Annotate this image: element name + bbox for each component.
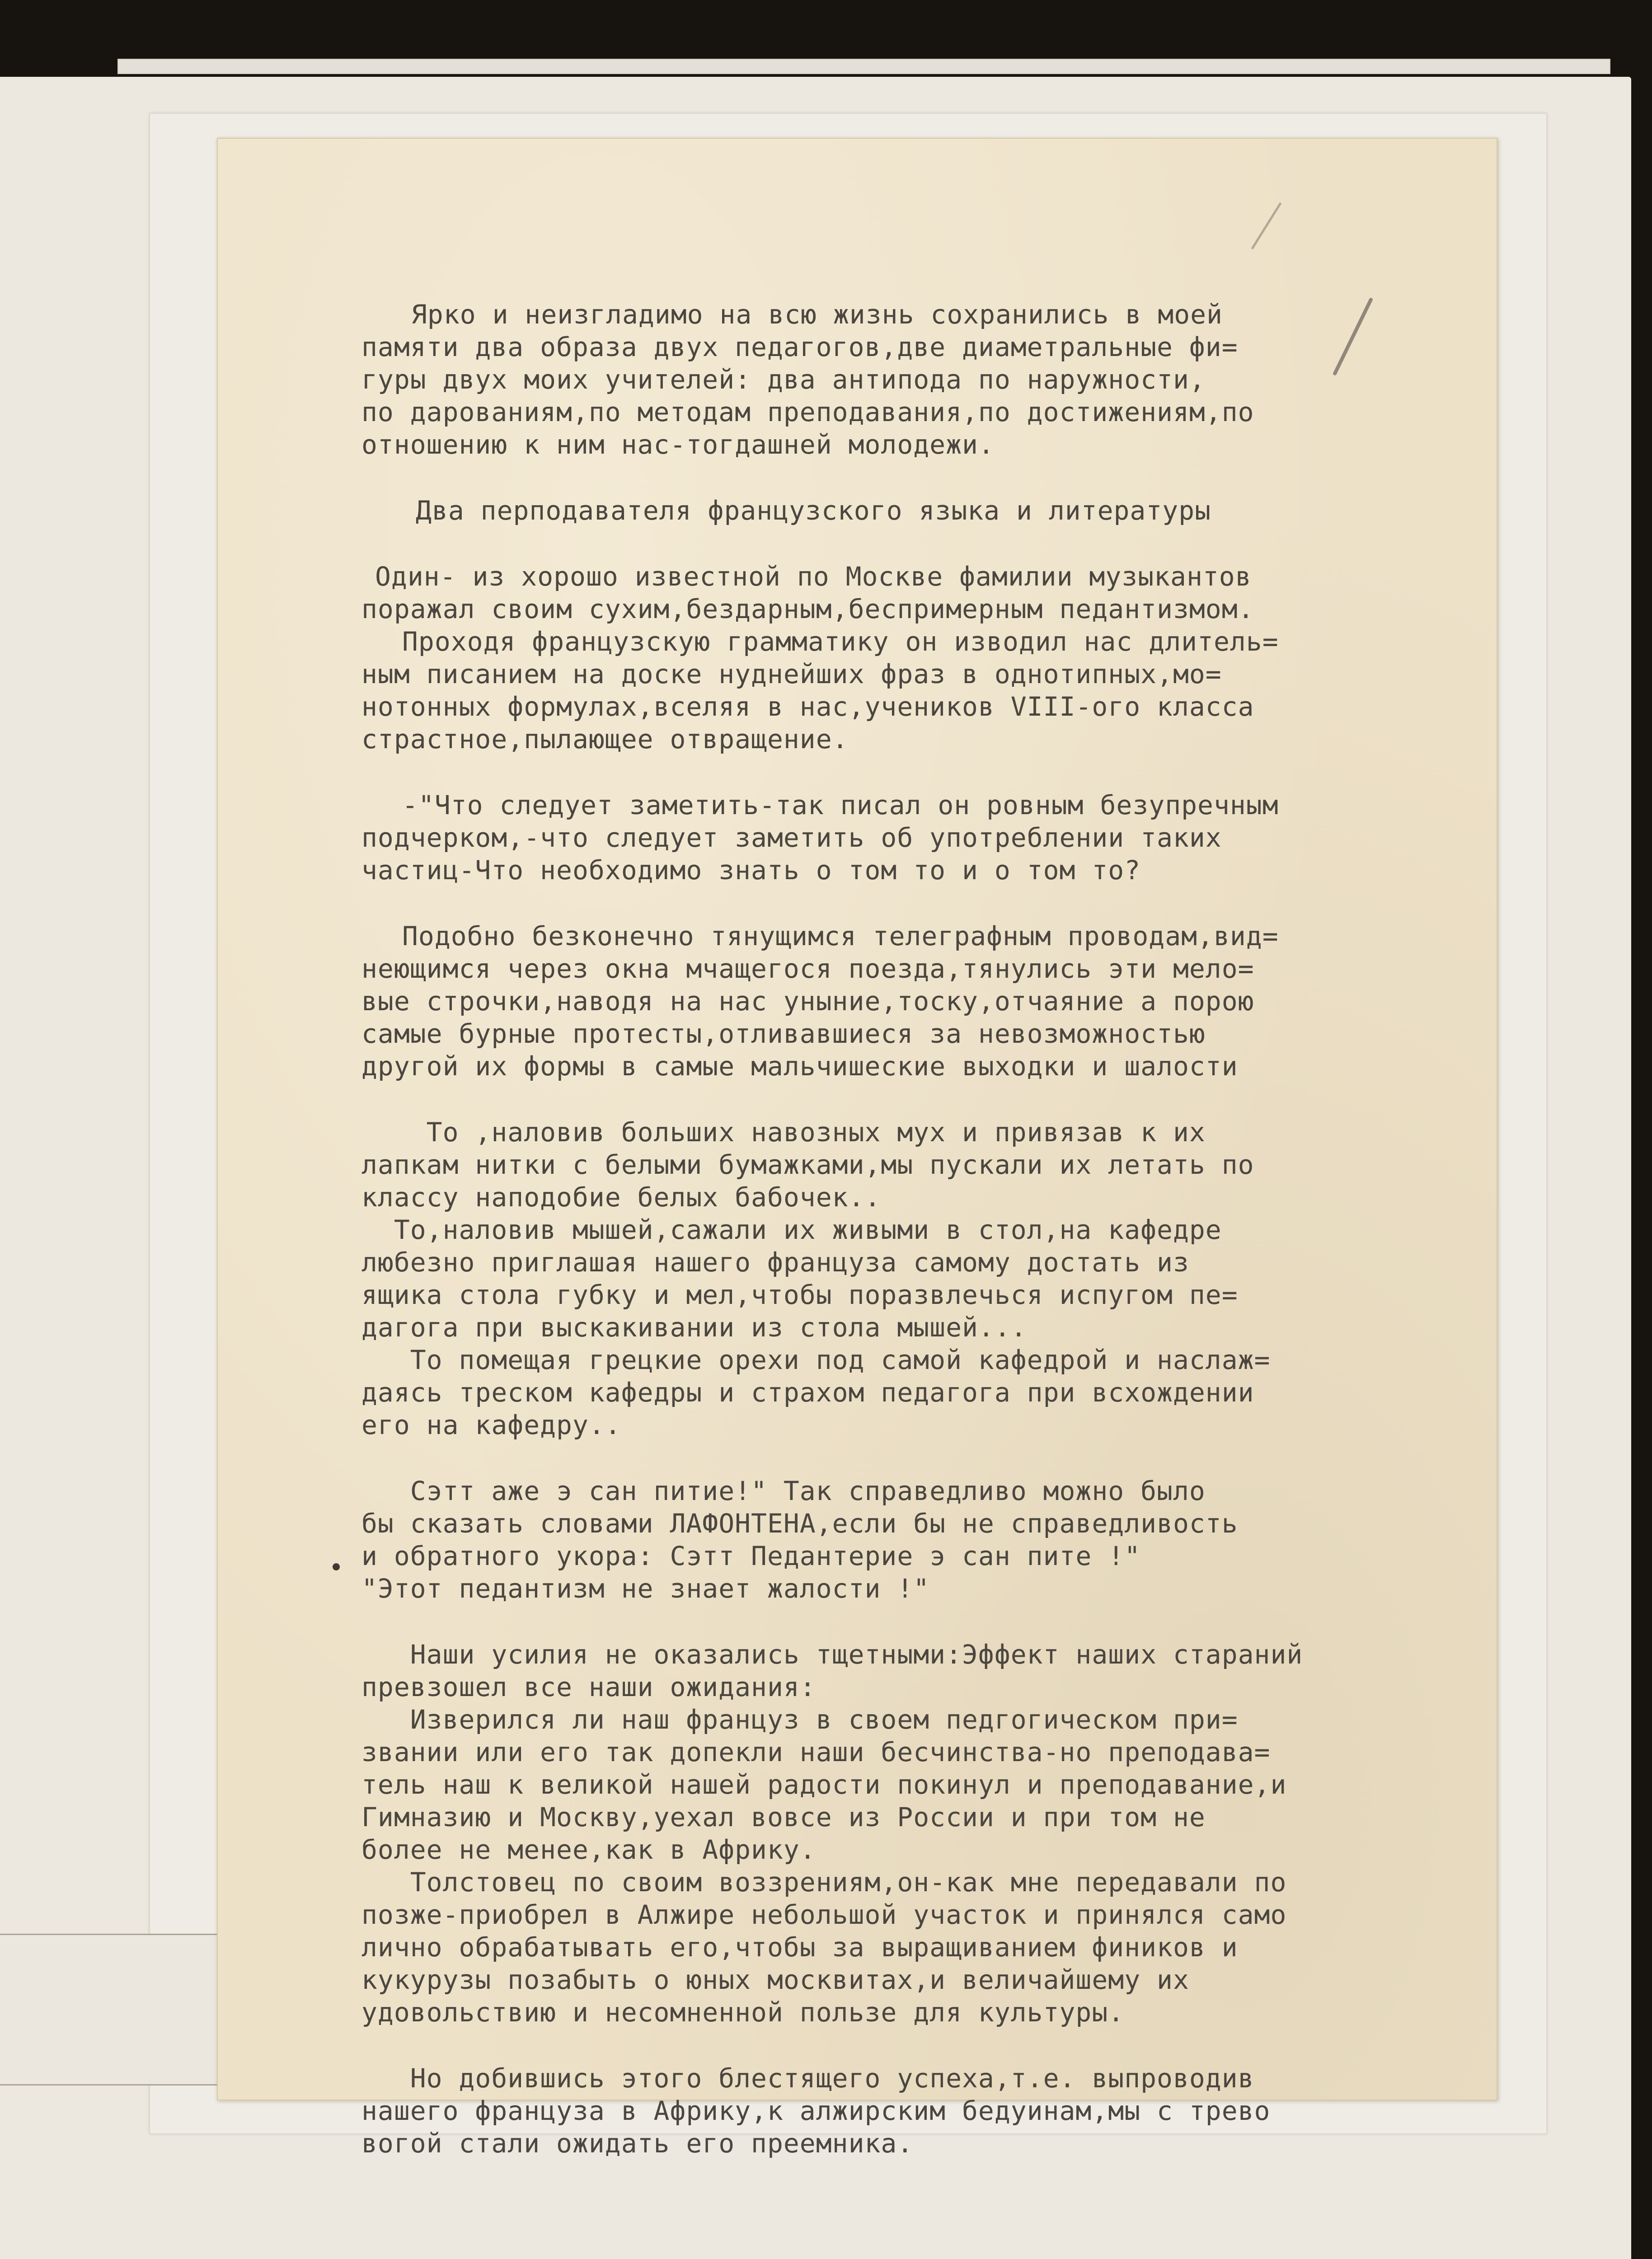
text-line: страстное,пылающее отвращение. — [361, 724, 849, 755]
text-line: То ,наловив больших навозных мух и привязав к их — [361, 1117, 1206, 1148]
text-line: неющимся через окна мчащегося поезда,тянулись эти мело= — [361, 953, 1254, 984]
text-line: поражал своим сухим,бездарным,беспримерным педантизмом. — [361, 594, 1254, 624]
text-line: другой их формы в самые мальчишеские выходки и шалости — [361, 1051, 1238, 1082]
folder-flap — [0, 1934, 218, 2086]
paragraph-6 — [361, 1638, 1464, 2029]
text-line: Наши усилия не оказались тщетными:Эффект наших стараний — [361, 1639, 1303, 1670]
text-line: позже-приобрел в Алжире небольшой участок и принялся само — [361, 1899, 1287, 1930]
text-line: нотонных формулах,вселяя в нас,учеников VIII-ого класса — [361, 691, 1254, 722]
text-line: То,наловив мышей,сажали их живыми в стол,на кафедре — [361, 1214, 1222, 1245]
text-line: удовольствию и несомненной пользе для культуры. — [361, 1997, 1125, 2028]
text-line: Подобно безконечно тянущимся телеграфным проводам,вид= — [402, 921, 1279, 951]
paragraph-4 — [361, 1116, 1464, 1441]
text-line: гуры двух моих учителей: два антипода по наружности, — [361, 364, 1206, 395]
ink-dot — [333, 1563, 340, 1570]
text-line: То помещая грецкие орехи под самой кафедрой и наслаж= — [361, 1345, 1271, 1375]
text-line: вогой стали ожидать его преемника. — [361, 2128, 914, 2159]
text-line: Ярко и неизгладимо на всю жизнь сохранились в моей — [411, 299, 1223, 330]
text-line: Толстовец по своим воззрениям,он-как мне передавали по — [361, 1867, 1287, 1898]
text-line: Один- из хорошо известной по Москве фамилии музыкантов — [375, 561, 1252, 592]
paragraph-5 — [361, 1475, 1464, 1605]
section-heading: Два перподавателя французского языка и литературы — [416, 495, 1211, 526]
text-line: Изверился ли наш француз в своем педгогическом при= — [361, 1704, 1238, 1735]
text-line: самые бурные протесты,отливавшиеся за невозможностью — [361, 1018, 1206, 1049]
text-line: -"Что следует заметить-так писал он ровным безупречным — [402, 790, 1279, 820]
text-line: отношению к ним нас-тогдашней молодежи. — [361, 429, 995, 460]
paragraph-3 — [361, 920, 1464, 1083]
text-line: даясь треском кафедры и страхом педагога при всхождении — [361, 1377, 1254, 1408]
text-line: классу наподобие белых бабочек.. — [361, 1182, 881, 1213]
text-line: лично обрабатывать его,чтобы за выращиванием фиников и — [361, 1932, 1238, 1963]
typed-text-body — [361, 298, 1464, 2160]
text-line: частиц-Что необходимо знать о том то и о том то? — [361, 855, 1141, 886]
backing-sheet-edge — [117, 59, 1610, 74]
text-line: подчерком,-что следует заметить об употреблении таких — [361, 822, 1222, 853]
text-line: "Этот педантизм не знает жалости !" — [361, 1573, 930, 1604]
paragraph-7 — [361, 2062, 1464, 2160]
paragraph-2 — [361, 789, 1464, 886]
text-line: Сэтт аже э сан питие!" Так справедливо можно было — [361, 1476, 1206, 1506]
text-line: дагога при выскакивании из стола мышей... — [361, 1312, 1027, 1343]
text-line: более не менее,как в Африку. — [361, 1834, 816, 1865]
text-line: по дарованиям,по методам преподавания,по достижениям,по — [361, 397, 1254, 427]
intro-paragraph — [361, 298, 1464, 461]
text-line: Гимназию и Москву,уехал вовсе из России и при том не — [361, 1802, 1206, 1833]
text-line: его на кафедру.. — [361, 1410, 621, 1440]
text-line: кукурузы позабыть о юных москвитах,и величайшему их — [361, 1964, 1189, 1995]
text-line: бы сказать словами ЛАФОНТЕНА,если бы не справедливость — [361, 1508, 1238, 1539]
text-line: ным писанием на доске нуднейших фраз в однотипных,мо= — [361, 659, 1222, 689]
text-line: нашего француза в Африку,к алжирским бедуинам,мы с трево — [361, 2095, 1271, 2126]
text-line: Проходя французскую грамматику он изводил нас длитель= — [402, 626, 1279, 657]
paragraph-1 — [361, 560, 1464, 755]
text-line: вые строчки,наводя на нас уныние,тоску,отчаяние а порою — [361, 986, 1254, 1017]
text-line: тель наш к великой нашей радости покинул и преподавание,и — [361, 1769, 1287, 1800]
text-line: лапкам нитки с белыми бумажками,мы пускали их летать по — [361, 1149, 1254, 1180]
text-line: Но добившись этого блестящего успеха,т.е. выпроводив — [361, 2063, 1254, 2094]
text-line: ящика стола губку и мел,чтобы поразвлечься испугом пе= — [361, 1279, 1238, 1310]
text-line: превзошел все наши ожидания: — [361, 1672, 816, 1702]
text-line: звании или его так допекли наши бесчинства-но преподава= — [361, 1737, 1271, 1767]
text-line: любезно приглашая нашего француза самому достать из — [361, 1247, 1189, 1278]
text-line: памяти два образа двух педагогов,две диаметральные фи= — [361, 332, 1238, 362]
text-line: и обратного укора: Сэтт Педантерие э сан пите !" — [361, 1541, 1141, 1571]
